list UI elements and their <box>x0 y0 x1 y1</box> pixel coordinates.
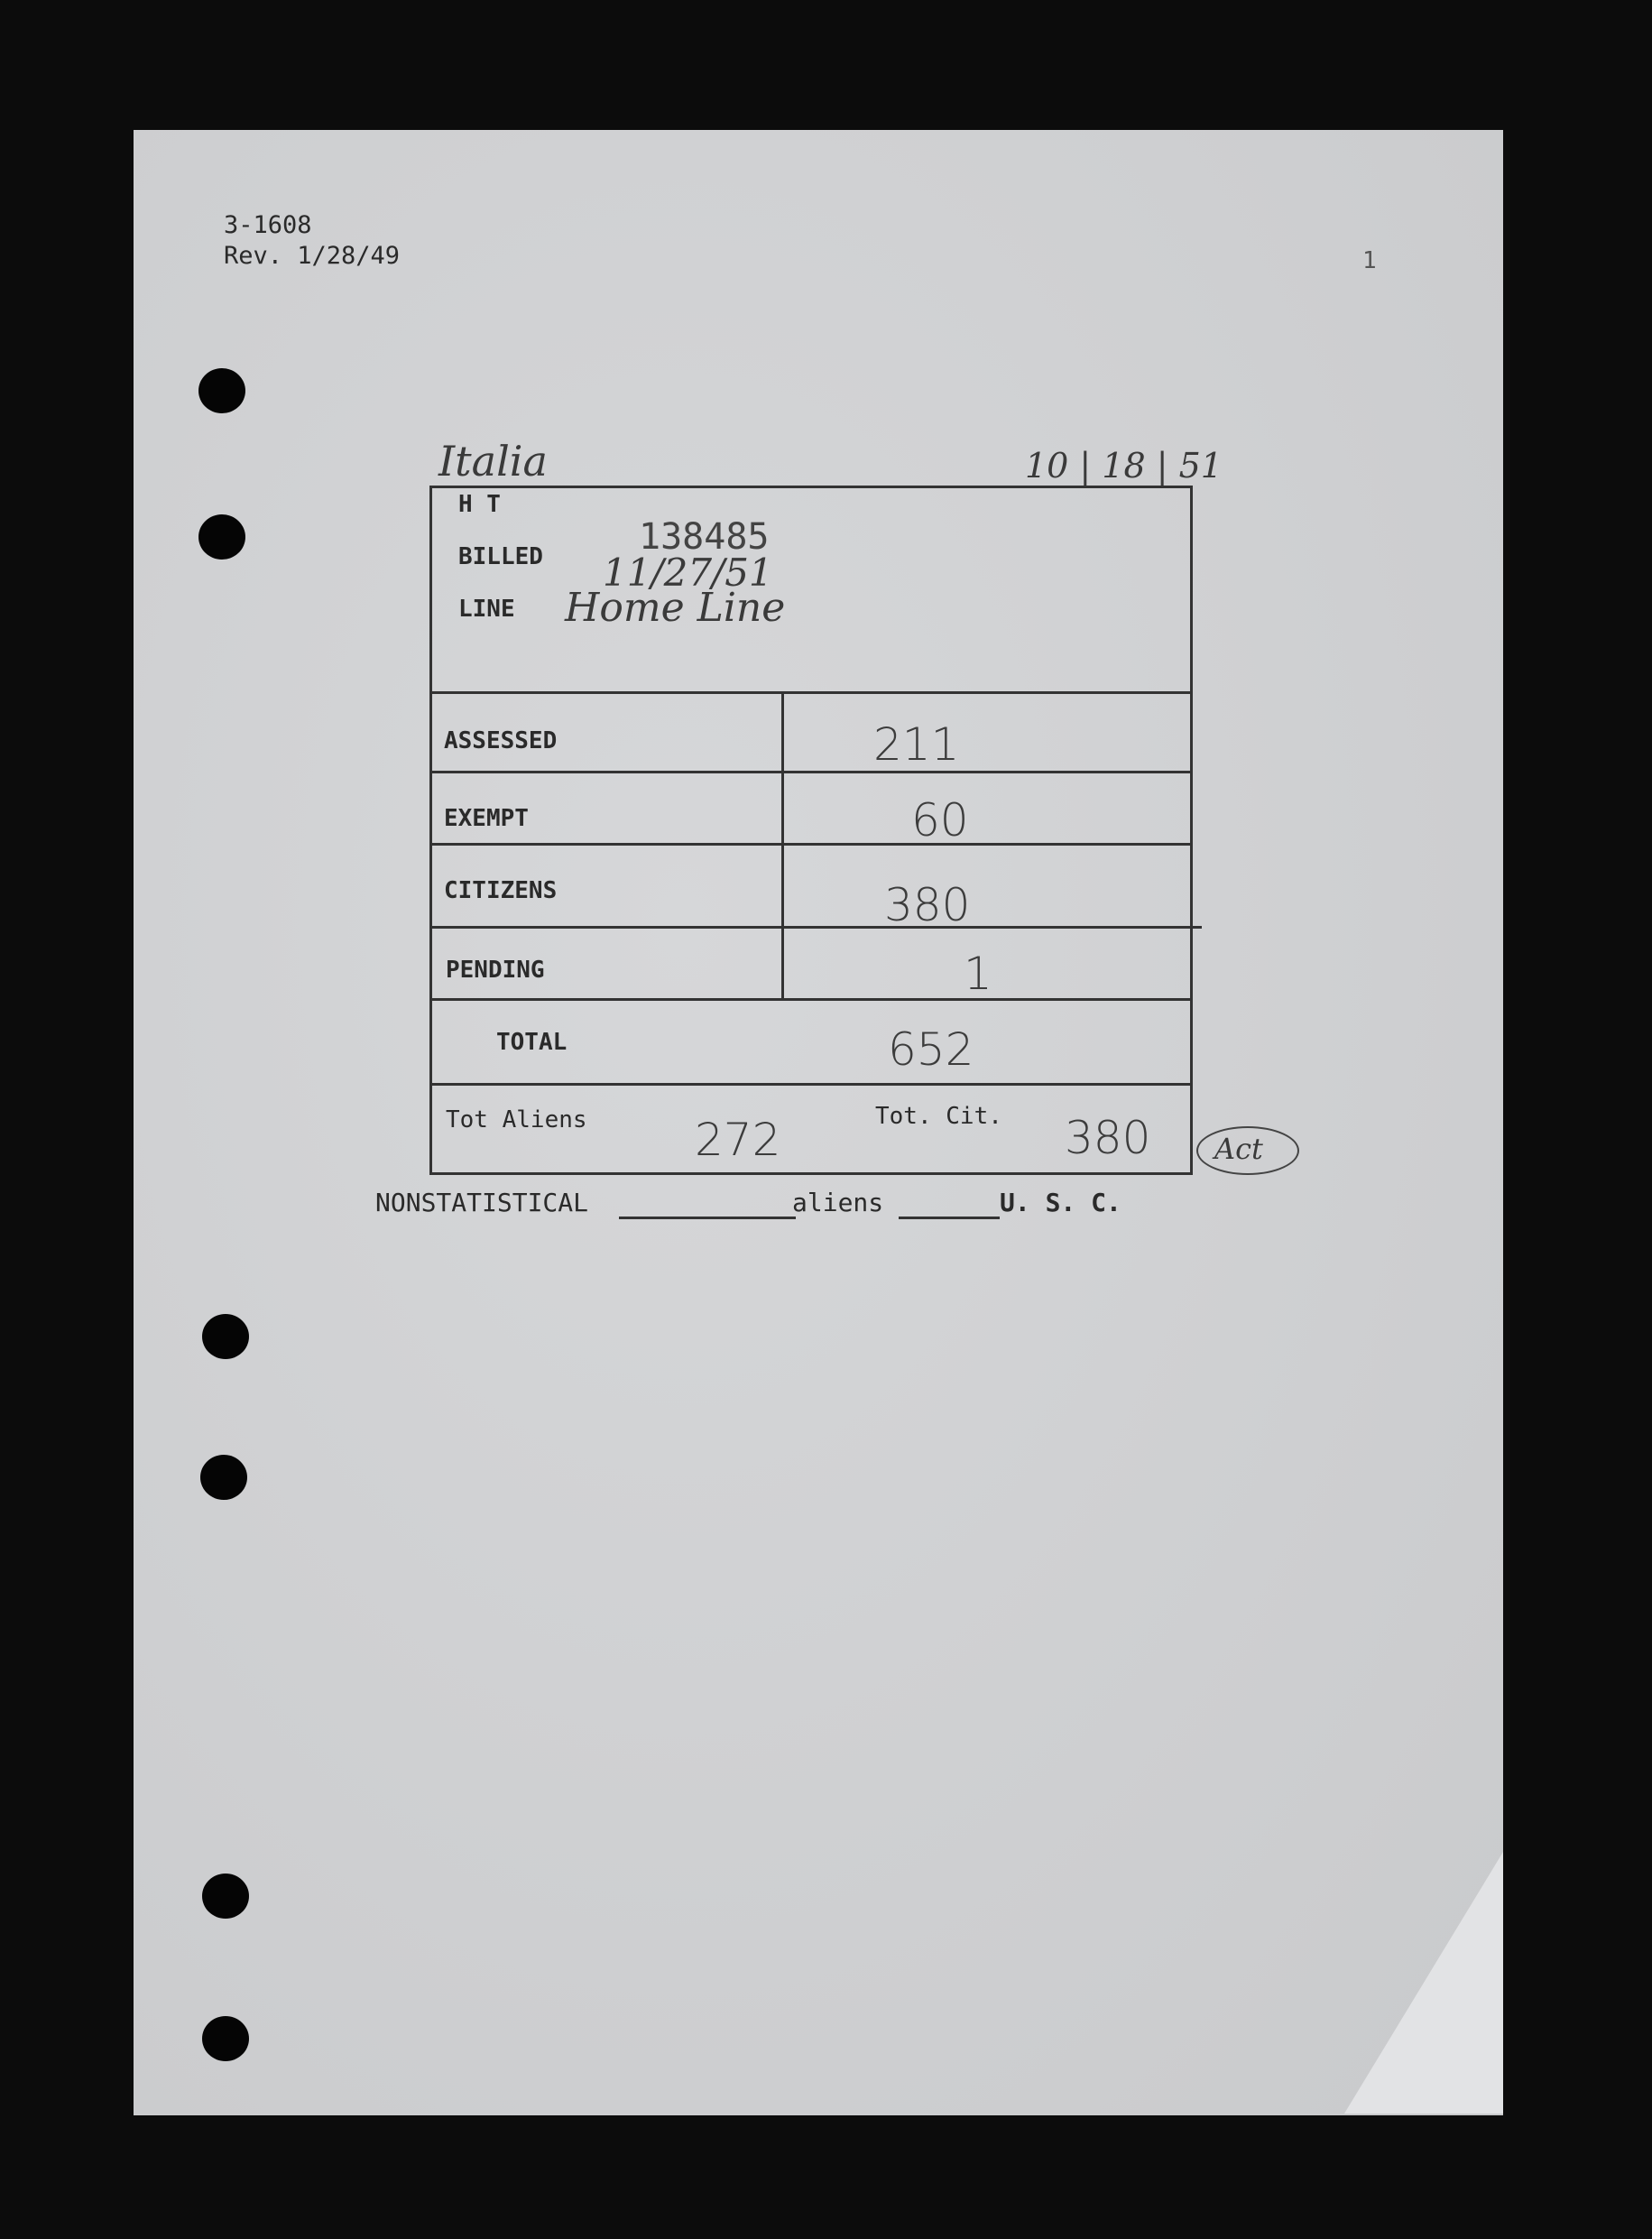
row-label-exempt: EXEMPT <box>444 805 529 832</box>
form-revision: Rev. 1/28/49 <box>224 242 401 270</box>
line-label: LINE <box>458 596 515 623</box>
billed-label: BILLED <box>458 543 543 570</box>
punch-hole <box>202 2016 249 2061</box>
tot-aliens-label: Tot Aliens <box>446 1106 587 1133</box>
line-name: Home Line <box>565 585 786 631</box>
row-label-citizens: CITIZENS <box>444 877 558 904</box>
circled-note-text: Act <box>1214 1132 1263 1166</box>
ship-name: Italia <box>438 437 548 486</box>
punch-hole <box>202 1314 249 1359</box>
row-value-citizens: 380 <box>884 879 971 931</box>
aliens-label: aliens <box>792 1188 884 1217</box>
punch-hole <box>202 1874 249 1919</box>
row-value-total: 652 <box>888 1023 974 1076</box>
usc-label: U. S. C. <box>1000 1188 1121 1217</box>
row-label-pending: PENDING <box>446 957 545 984</box>
tot-cit-label: Tot. Cit. <box>875 1103 1002 1130</box>
tally-table <box>429 486 1193 1175</box>
table-rule <box>429 998 1193 1001</box>
form-number: 3-1608 <box>224 211 312 239</box>
row-value-exempt: 60 <box>911 794 969 847</box>
aliens-blank <box>899 1217 1000 1219</box>
row-value-assessed: 211 <box>873 718 960 771</box>
billed-date: 11/27/51 <box>603 550 773 595</box>
table-rule <box>429 1083 1193 1086</box>
row-label-total: TOTAL <box>496 1029 568 1056</box>
nonstatistical-blank <box>619 1217 796 1219</box>
table-rule <box>429 926 1202 929</box>
nonstatistical-label: NONSTATISTICAL <box>375 1188 589 1217</box>
punch-hole <box>200 1455 247 1500</box>
ht-label: H T <box>458 491 501 518</box>
punch-hole <box>198 514 245 560</box>
row-value-pending: 1 <box>964 948 992 1000</box>
tot-cit-value: 380 <box>1065 1112 1151 1164</box>
row-label-assessed: ASSESSED <box>444 727 558 754</box>
table-rule <box>429 691 1193 694</box>
tot-aliens-value: 272 <box>695 1114 781 1166</box>
punch-hole <box>198 368 245 413</box>
table-rule <box>429 771 1193 773</box>
folded-corner <box>1344 1852 1503 2114</box>
page-number: 1 <box>1362 247 1377 274</box>
voyage-date: 10 | 18 | 51 <box>1025 446 1223 486</box>
billed-number: 138485 <box>639 516 770 558</box>
table-rule <box>429 843 1193 846</box>
column-divider <box>781 691 784 998</box>
